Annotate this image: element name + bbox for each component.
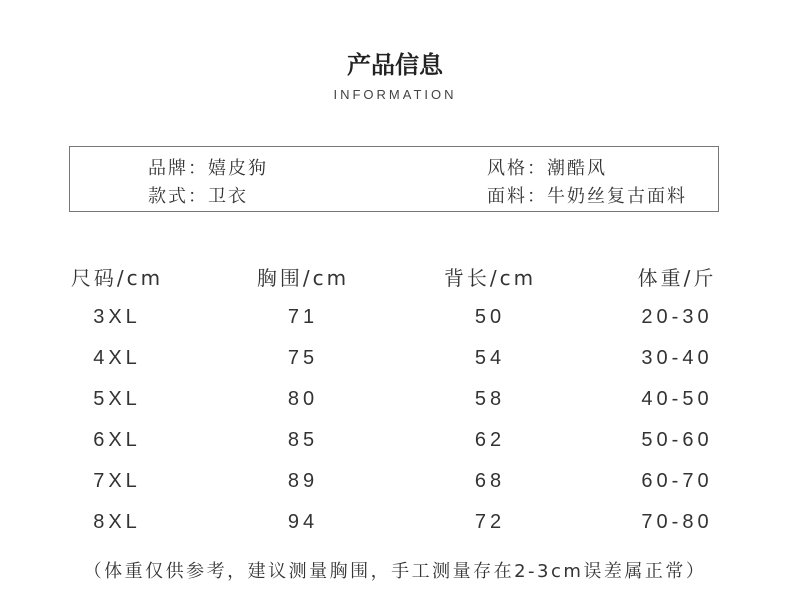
header-chest: 胸围/cm bbox=[256, 266, 350, 290]
cell-weight: 40-50 bbox=[641, 388, 713, 410]
table-row bbox=[0, 347, 790, 377]
header-weight: 体重/斤 bbox=[637, 266, 717, 290]
cell-size: 8XL bbox=[93, 511, 141, 533]
cell-back-length: 54 bbox=[474, 347, 506, 369]
cell-weight: 50-60 bbox=[641, 429, 713, 451]
info-style: 风格：潮酷风 bbox=[487, 158, 607, 179]
info-type: 款式：卫衣 bbox=[148, 186, 248, 207]
cell-weight: 70-80 bbox=[641, 511, 713, 533]
table-header-row bbox=[0, 262, 790, 292]
cell-chest: 80 bbox=[287, 388, 319, 410]
cell-weight: 30-40 bbox=[641, 347, 713, 369]
table-row bbox=[0, 511, 790, 541]
cell-chest: 75 bbox=[287, 347, 319, 369]
page-subtitle: INFORMATION bbox=[333, 87, 457, 102]
page-title: 产品信息 bbox=[347, 51, 443, 79]
table-row bbox=[0, 306, 790, 336]
cell-size: 3XL bbox=[93, 306, 141, 328]
table-row bbox=[0, 470, 790, 500]
info-brand: 品牌：嬉皮狗 bbox=[148, 158, 268, 179]
cell-weight: 20-30 bbox=[641, 306, 713, 328]
cell-size: 6XL bbox=[93, 429, 141, 451]
cell-size: 4XL bbox=[93, 347, 141, 369]
cell-back-length: 62 bbox=[474, 429, 506, 451]
cell-chest: 85 bbox=[287, 429, 319, 451]
header-back-length: 背长/cm bbox=[443, 266, 537, 290]
footnote: （体重仅供参考，建议测量胸围，手工测量存在2-3cm误差属正常） bbox=[83, 561, 707, 582]
cell-chest: 71 bbox=[287, 306, 319, 328]
cell-back-length: 68 bbox=[474, 470, 506, 492]
info-fabric: 面料：牛奶丝复古面料 bbox=[487, 186, 687, 207]
cell-back-length: 50 bbox=[474, 306, 506, 328]
cell-weight: 60-70 bbox=[641, 470, 713, 492]
header-size: 尺码/cm bbox=[70, 266, 164, 290]
cell-chest: 94 bbox=[287, 511, 319, 533]
cell-size: 7XL bbox=[93, 470, 141, 492]
cell-size: 5XL bbox=[93, 388, 141, 410]
product-info-box bbox=[69, 146, 719, 212]
cell-back-length: 58 bbox=[474, 388, 506, 410]
cell-back-length: 72 bbox=[474, 511, 506, 533]
table-row bbox=[0, 388, 790, 418]
table-row bbox=[0, 429, 790, 459]
cell-chest: 89 bbox=[287, 470, 319, 492]
